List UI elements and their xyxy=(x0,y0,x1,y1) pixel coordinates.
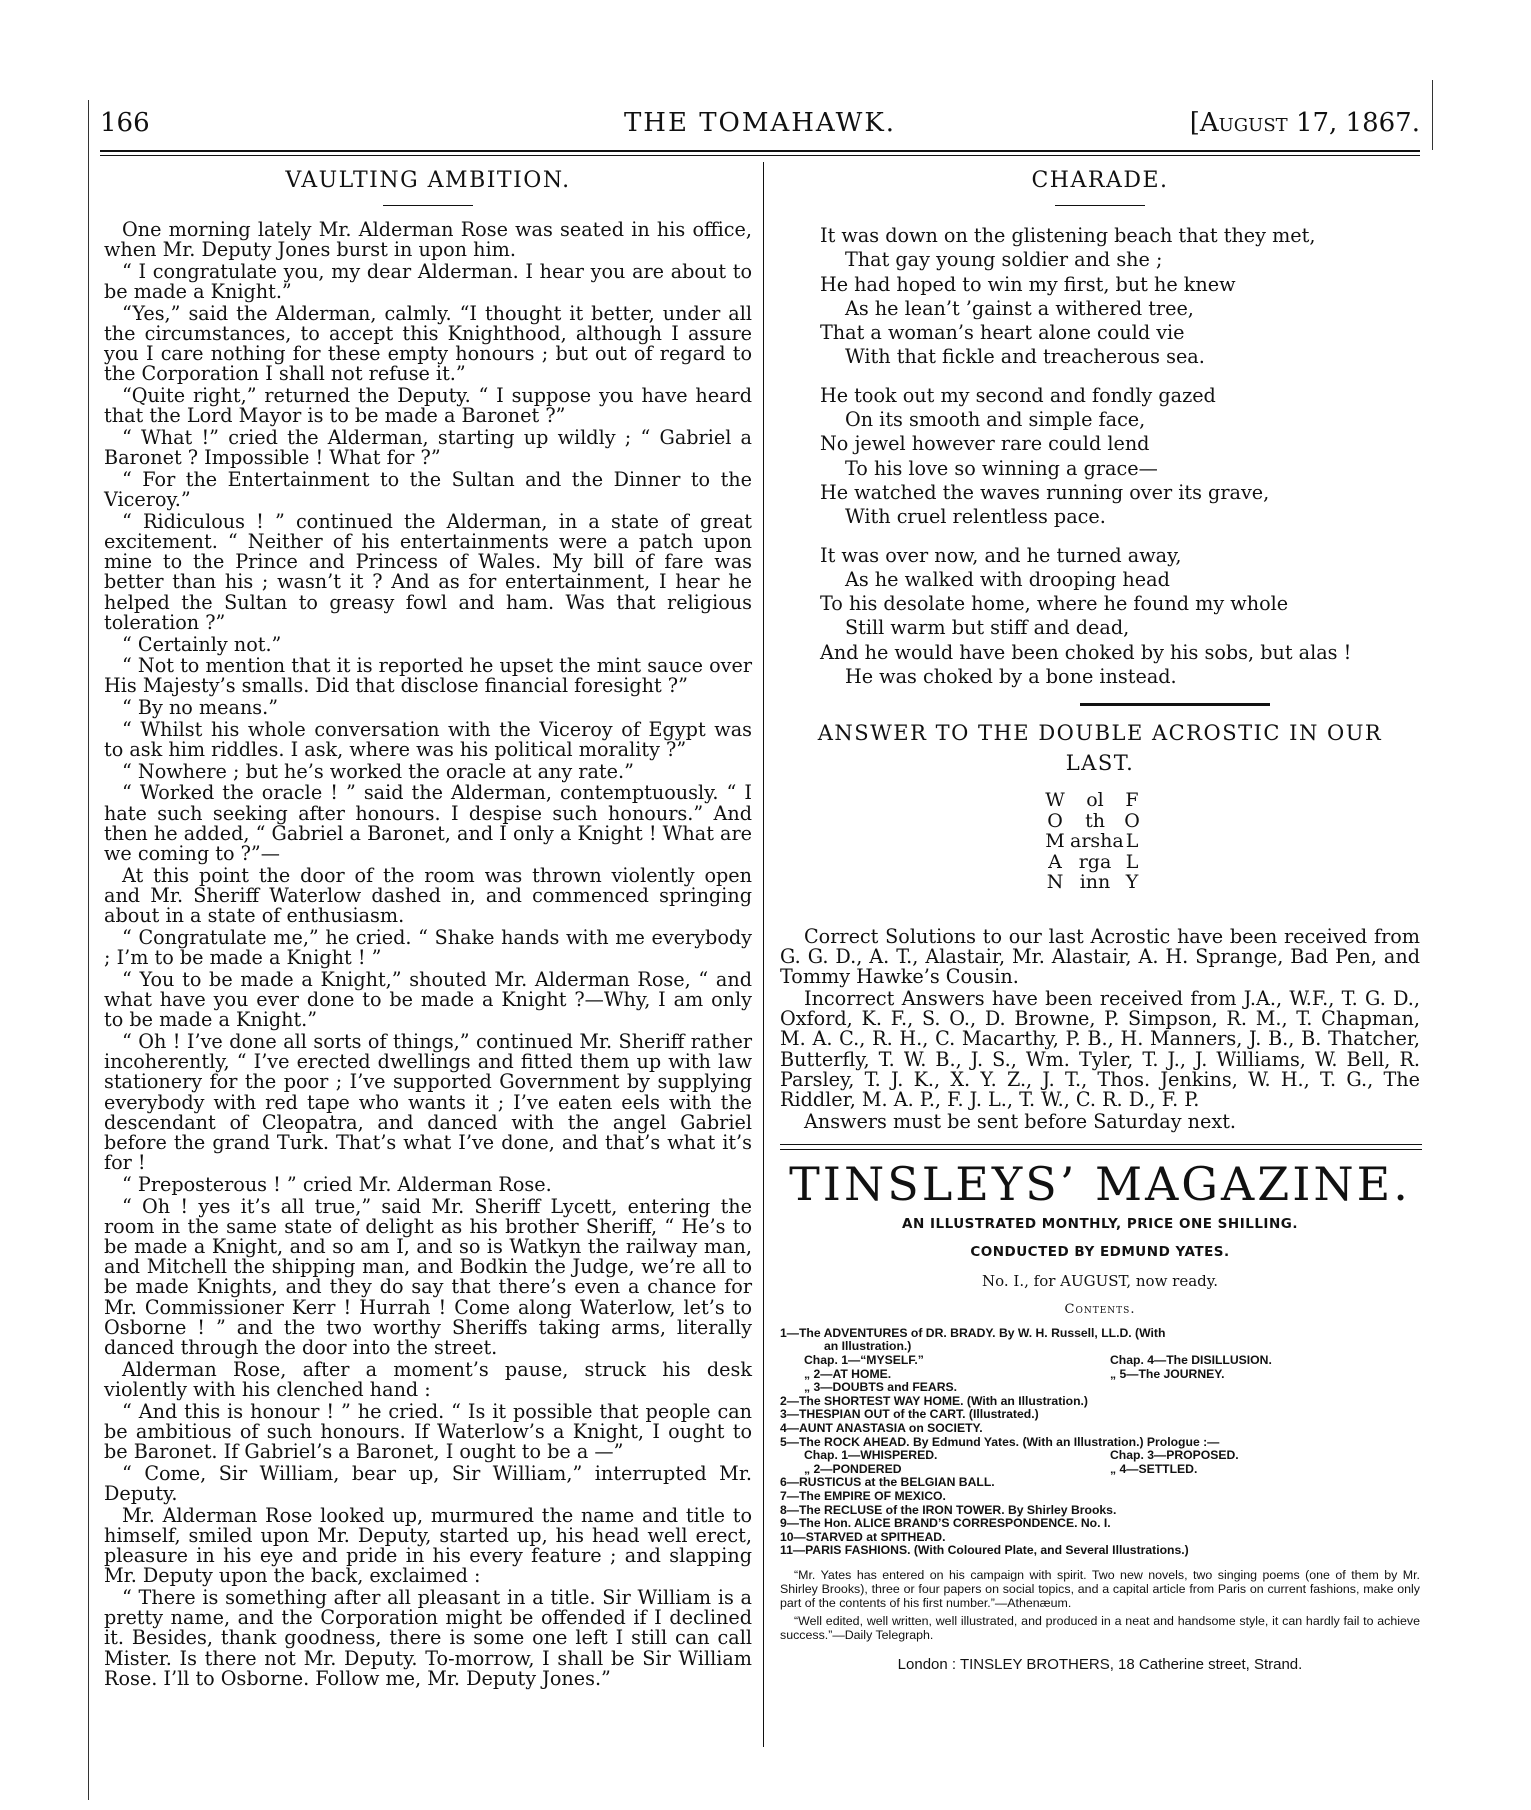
charade-poem xyxy=(820,224,1420,689)
article-paragraph: “ Congratulate me,” he cried. “ Shake hands with me everybody ; I’m to be made a Knight ! ” xyxy=(104,925,752,970)
article-paragraph: At this point the door of the room was thrown violently open and Mr. Sheriff Waterlow dashed in, and commenced springing about in a state of enthusiasm. xyxy=(104,863,752,928)
publisher-line: London : TINSLEY BROTHERS, 18 Catherine street, Strand. xyxy=(897,1655,1303,1673)
acrostic-cell: O xyxy=(1124,809,1140,832)
contents-chapter: „ 5—The JOURNEY. xyxy=(1110,1366,1225,1381)
page-header xyxy=(100,108,1420,148)
advert-issue: No. I., for AUGUST, now ready. xyxy=(981,1271,1219,1290)
article-paragraph: “ Whilst his whole conversation with the Viceroy of Egypt was to ask him riddles. I ask, where was his political morality ?” xyxy=(104,717,752,762)
acrostic-cell: Y xyxy=(1125,871,1139,894)
review-quote-athenaeum: “Mr. Yates has entered on his campaign with spirit. Two new novels, two singing poems (one of them by Mr. Shirley Brooks), three or four papers on social topics, and a capital article from Paris on current fashions, make only part of the contents of his first number.”—Athenæum. xyxy=(780,1567,1420,1610)
article-paragraph: “ Oh ! I’ve done all sorts of things,” continued Mr. Sheriff rather incoherently, “ I’ve erected dwellings and fitted them up with law stationery for the poor ; I’ve supported Government by supplying everybody with red tape who wants it ; I’ve eaten eels with the descendant of Cleopatra, and danced with the angel Gabriel before the grand Turk. That’s what I’ve done, and that’s what it’s for ! xyxy=(104,1029,752,1175)
article-paragraph: Mr. Alderman Rose looked up, murmured the name and title to himself, smiled upon Mr. Deputy, started up, his head well erect, pleasure in his eye and pride in his every feature ; and slapping Mr. Deputy upon the back, exclaimed : xyxy=(104,1503,752,1588)
poem-line: With that fickle and treacherous sea. xyxy=(845,345,1205,369)
poem-line: On its smooth and simple face, xyxy=(845,408,1146,432)
article-paragraph: “ For the Entertainment to the Sultan and the Dinner to the Viceroy.” xyxy=(104,467,752,512)
acrostic-title-line2: LAST. xyxy=(1065,751,1135,776)
contents-item: 4—AUNT ANASTASIA on SOCIETY. xyxy=(780,1421,983,1436)
poem-line: To his love so winning a grace— xyxy=(845,456,1158,480)
contents-sublist xyxy=(780,1449,1420,1476)
poem-line: With cruel relentless pace. xyxy=(845,505,1106,529)
left-column xyxy=(104,168,752,1690)
charade-title-rule xyxy=(1055,205,1145,206)
article-paragraph: “ Worked the oracle ! ” said the Alderman, contemptuously. “ I hate such seeking after honours. I despise such honours.” And then he added, “ Gabriel a Baronet, and I only a Knight ! What are we coming to ?”— xyxy=(104,781,752,866)
advert-title: TINSLEYS’ MAGAZINE. xyxy=(789,1156,1411,1211)
page-number: 166 xyxy=(100,108,150,138)
article-paragraph: “Yes,” said the Alderman, calmly. “I thought it better, under all the circumstances, to accept this Knighthood, although I assure you I care nothing for these empty honours ; but out of regard to the Corporation I shall not refuse it.” xyxy=(104,301,752,386)
incorrect-answers: Incorrect Answers have been received from J.A., W.F., T. G. D., Oxford, K. F., S. O., D. Browne, P. Simpson, R. M., T. Chapman, M. A. C., R. H., C. Macarthy, P. B., H. Manners, J. B., B. Thatcher, Butterfly, T. W. B., J. S., Wm. Tyler, T. J., J. Williams, W. Bell, R. Parsley, T. J. K., X. Y. Z., J. T., Thos. Jenkins, W. H., T. G., The Riddler, M. A. P., F. J. L., T. W., C. R. D., F. P. xyxy=(780,986,1420,1111)
poem-line: He had hoped to win my first, but he knew xyxy=(820,272,1236,296)
article-paragraph: “ By no means.” xyxy=(122,696,279,720)
contents-sub-row xyxy=(780,1354,1420,1368)
advert-editor: CONDUCTED BY EDMUND YATES. xyxy=(970,1243,1230,1260)
poem-stanza xyxy=(820,384,1420,530)
poem-line: He watched the waves running over its grave, xyxy=(820,480,1270,504)
contents-sub-row xyxy=(780,1449,1420,1463)
publication-title: THE TOMAHAWK. xyxy=(623,108,897,138)
contents-item: 9—The Hon. ALICE BRAND’S CORRESPONDENCE. No. I. xyxy=(780,1516,1111,1531)
contents-sub-row xyxy=(780,1463,1420,1477)
poem-line: He was choked by a bone instead. xyxy=(845,665,1177,689)
article-paragraph: “ Not to mention that it is reported he upset the mint sauce over His Majesty’s smalls. Did that disclose financial foresight ?” xyxy=(104,654,752,698)
answers-deadline: Answers must be sent before Saturday next. xyxy=(804,1109,1237,1133)
contents-sub-row xyxy=(780,1368,1420,1382)
article-paragraph: “ There is something after all pleasant in a title. Sir William is a pretty name, and the Corporation might be offended if I declined it. Besides, thank goodness, there is some one left I still can call Mister. Is there not Mr. Deputy. To-morrow, I shall be Sir William Rose. I’ll to Osborne. Follow me, Mr. Deputy Jones.” xyxy=(104,1585,752,1690)
contents-chapter: „ 2—PONDERED xyxy=(804,1461,902,1476)
contents-chapter: Chap. 4—The DISILLUSION. xyxy=(1110,1353,1272,1368)
advert-rule xyxy=(780,1144,1422,1150)
article-paragraph: “ You to be made a Knight,” shouted Mr. Alderman Rose, “ and what have you ever done to be made a Knight ?—Why, I am only to be made a Knight.” xyxy=(104,967,752,1032)
acrostic-row xyxy=(1040,872,1420,893)
contents-item-cont: an Illustration.) xyxy=(824,1339,912,1354)
acrostic-cell: N xyxy=(1046,871,1064,894)
left-margin-line xyxy=(88,100,89,1800)
article-body xyxy=(104,220,752,1689)
contents-chapter xyxy=(1094,1381,1110,1395)
article-paragraph: “ And this is honour ! ” he cried. “ Is it possible that people can be ambitious of such honours. If Waterlow’s a Knight, I ought to be Baronet. If Gabriel’s a Baronet, I ought to be a —” xyxy=(104,1399,752,1463)
article-title: VAULTING AMBITION. xyxy=(285,168,571,193)
contents-chapter: „ 3—DOUBTS and FEARS. xyxy=(804,1380,958,1395)
charade-end-rule xyxy=(1080,703,1270,706)
contents-chapter: „ 4—SETTLED. xyxy=(1110,1461,1198,1476)
acrostic-row xyxy=(1040,811,1420,832)
right-column xyxy=(780,168,1420,1673)
article-paragraph: One morning lately Mr. Alderman Rose was seated in his office, when Mr. Deputy Jones burst in upon him. xyxy=(104,218,752,262)
poem-line: And he would have been choked by his sobs, but alas ! xyxy=(820,640,1352,664)
header-rule-thin xyxy=(100,155,1420,156)
acrostic-row xyxy=(1040,852,1420,873)
article-paragraph: “ Ridiculous ! ” continued the Alderman, in a state of great excitement. “ Neither of his entertainments were a patch upon mine to the Prince and Princess of Wales. My bill of fare was better than his ; wasn’t it ? And as for entertainment, I hear he helped the Sultan to greasy fowl and ham. Was that religious toleration ?” xyxy=(104,509,752,634)
poem-line: He took out my second and fondly gazed xyxy=(820,383,1216,407)
acrostic-cell: O xyxy=(1047,809,1063,832)
poem-stanza xyxy=(820,544,1420,690)
acrostic-cell: inn xyxy=(1079,871,1111,894)
contents-sublist xyxy=(780,1354,1420,1395)
charade-title: CHARADE. xyxy=(1031,168,1169,193)
right-margin-line xyxy=(1432,80,1433,150)
article-paragraph: “ Certainly not.” xyxy=(122,632,282,656)
contents-item: 8—The RECLUSE of the IRON TOWER. By Shirley Brooks. xyxy=(780,1502,1117,1517)
article-paragraph: “ I congratulate you, my dear Alderman. I hear you are about to be made a Knight.” xyxy=(104,259,752,304)
advert-subtitle: AN ILLUSTRATED MONTHLY, PRICE ONE SHILLING. xyxy=(902,1215,1298,1232)
acrostic-cell: W xyxy=(1045,789,1065,812)
acrostic-cell: L xyxy=(1125,850,1139,873)
acrostic-cell: rga xyxy=(1078,850,1112,873)
contents-item: 1—The ADVENTURES of DR. BRADY. By W. H. Russell, LL.D. (With xyxy=(780,1325,1166,1340)
title-rule xyxy=(383,205,473,206)
acrostic-cell: arsha xyxy=(1070,830,1124,853)
contents-item: 6—RUSTICUS at the BELGIAN BALL. xyxy=(780,1475,995,1490)
column-divider xyxy=(763,162,764,1747)
contents-chapter: Chap. 1—“MYSELF.” xyxy=(804,1353,924,1368)
acrostic-cell: th xyxy=(1085,809,1105,832)
acrostic-cell: F xyxy=(1125,789,1139,812)
acrostic-cell: ol xyxy=(1086,789,1104,812)
acrostic-title xyxy=(780,718,1420,778)
contents-chapter: Chap. 1—WHISPERED. xyxy=(804,1448,938,1463)
contents-chapter: „ 2—AT HOME. xyxy=(804,1366,892,1381)
review-quote-telegraph: “Well edited, well written, well illustrated, and produced in a neat and handsome style, it can hardly fail to achieve success.”—Daily Telegraph. xyxy=(780,1613,1420,1642)
poem-stanza xyxy=(820,224,1420,370)
article-paragraph: Alderman Rose, after a moment’s pause, struck his desk violently with his clenched hand : xyxy=(104,1357,752,1401)
poem-line: It was over now, and he turned away, xyxy=(820,543,1182,567)
acrostic-cell: M xyxy=(1045,830,1065,853)
poem-line: As he lean’t ’gainst a withered tree, xyxy=(845,296,1194,320)
article-paragraph: “ Nowhere ; but he’s worked the oracle at any rate.” xyxy=(122,759,634,783)
acrostic-answer-grid xyxy=(1040,790,1420,893)
tinsleys-advert xyxy=(780,1158,1420,1673)
poem-line: It was down on the glistening beach that they met, xyxy=(820,224,1316,247)
article-paragraph: “Quite right,” returned the Deputy. “ I suppose you have heard that the Lord Mayor is to be made a Baronet ?” xyxy=(104,384,752,428)
article-paragraph: “ Come, Sir William, bear up, Sir William,” interrupted Mr. Deputy. xyxy=(104,1461,752,1505)
acrostic-cell: A xyxy=(1048,850,1062,873)
contents-chapter: Chap. 3—PROPOSED. xyxy=(1110,1448,1239,1463)
contents-item: 5—The ROCK AHEAD. By Edmund Yates. (With an Illustration.) Prologue :— xyxy=(780,1434,1220,1449)
contents-list xyxy=(780,1327,1420,1558)
header-rule xyxy=(100,150,1420,152)
poem-line: To his desolate home, where he found my whole xyxy=(820,592,1289,616)
article-paragraph: “ Oh ! yes it’s all true,” said Mr. Sheriff Lycett, entering the room in the same state of delight as his brother Sheriff, “ He’s to be made a Knight, and so am I, and so is Watkyn the railway man, and Mitchell the shipping man, and Bodkin the Judge, we’re all to be made Knights, and they do say that there’s even a chance for Mr. Commissioner Kerr ! Hurrah ! Come along Waterlow, let’s to Osborne ! ” and the two worthy Sheriffs taking arms, literally danced through the door into the street. xyxy=(104,1194,752,1359)
poem-line: That gay young soldier and she ; xyxy=(845,248,1163,272)
article-paragraph: “ Preposterous ! ” cried Mr. Alderman Rose. xyxy=(122,1172,552,1196)
contents-label: Contents. xyxy=(1064,1301,1136,1317)
acrostic-title-line1: ANSWER TO THE DOUBLE ACROSTIC IN OUR xyxy=(817,721,1383,746)
contents-item: 2—The SHORTEST WAY HOME. (With an Illustration.) xyxy=(780,1393,1088,1408)
poem-line: No jewel however rare could lend xyxy=(820,432,1150,456)
contents-sub-row xyxy=(780,1381,1420,1395)
acrostic-cell: L xyxy=(1125,830,1139,853)
contents-item: 3—THESPIAN OUT of the CART. (Illustrated.) xyxy=(780,1407,1039,1422)
article-paragraph: “ What !” cried the Alderman, starting up wildly ; “ Gabriel a Baronet ? Impossible ! What for ?” xyxy=(104,426,752,470)
acrostic-row xyxy=(1040,831,1420,852)
correct-solutions: Correct Solutions to our last Acrostic have been received from G. G. D., A. T., Alastair, Mr. Alastair, A. H. Sprange, Bad Pen, and Tommy Hawke’s Cousin. xyxy=(780,924,1420,989)
contents-item: 7—The EMPIRE OF MEXICO. xyxy=(780,1489,946,1503)
contents-item: 11—PARIS FASHIONS. (With Coloured Plate, and Several Illustrations.) xyxy=(780,1543,1189,1558)
issue-date: [August 17, 1867. xyxy=(1189,108,1420,138)
acrostic-row xyxy=(1040,790,1420,811)
poem-line: That a woman’s heart alone could vie xyxy=(820,321,1185,345)
poem-line: As he walked with drooping head xyxy=(845,567,1170,591)
poem-line: Still warm but stiff and dead, xyxy=(845,616,1130,640)
acrostic-solutions xyxy=(780,924,1420,1133)
contents-item: 10—STARVED at SPITHEAD. xyxy=(780,1529,946,1544)
